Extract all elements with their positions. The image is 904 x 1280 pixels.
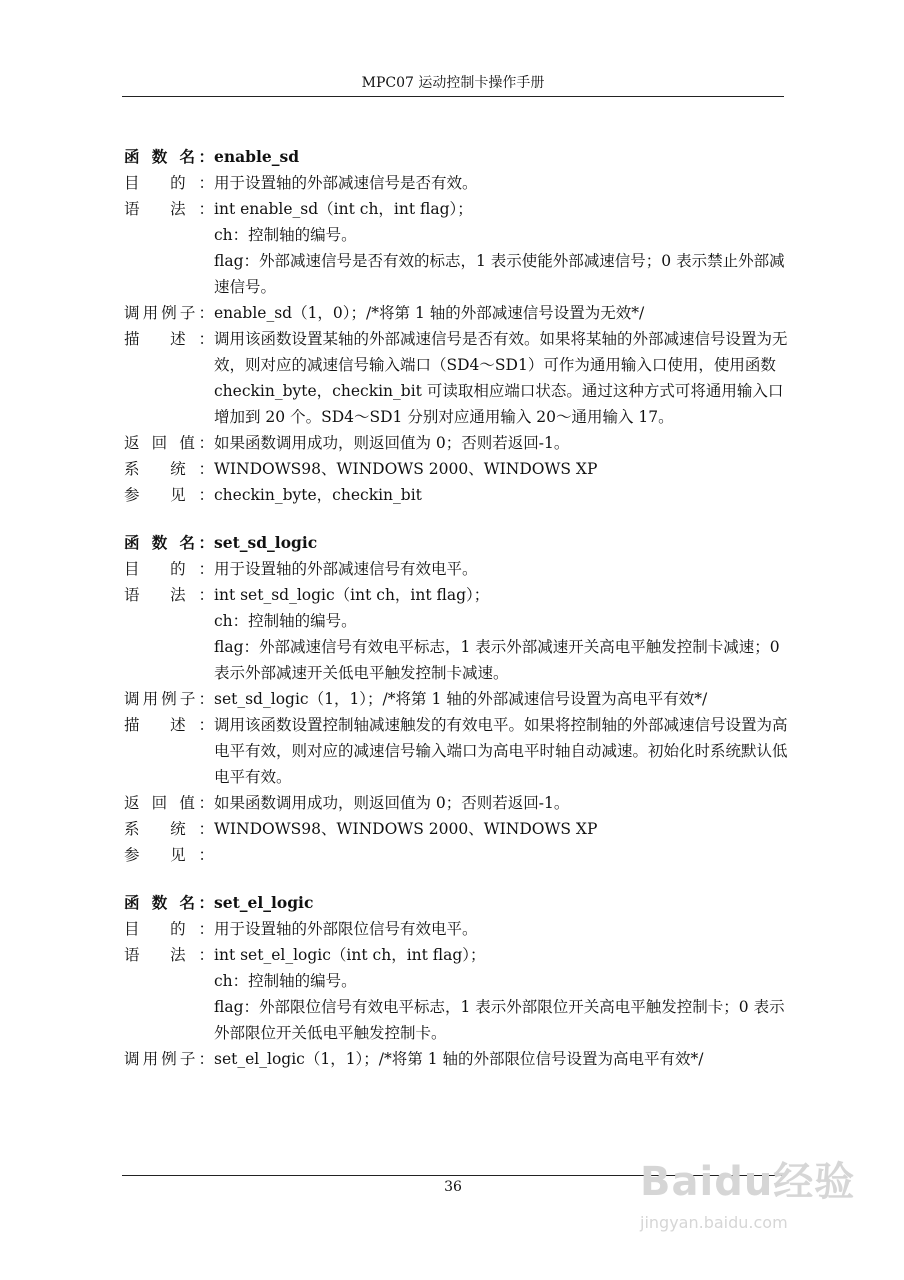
syntax-label: 语 法： bbox=[124, 946, 214, 964]
example-label: 调用例子： bbox=[124, 1050, 214, 1068]
example-text: set_sd_logic（1，1）；/*将第 1 轴的外部减速信号设置为高电平有效*/ bbox=[214, 690, 708, 708]
description-label: 描 述： bbox=[124, 716, 214, 734]
purpose-label: 目 的： bbox=[124, 920, 214, 938]
syntax-label: 语 法： bbox=[124, 586, 214, 604]
param-flag: flag：外部减速信号有效电平标志，1 表示外部减速开关高电平触发控制卡减速；0 表示外部减速开关低电平触发控制卡减速。 bbox=[214, 638, 780, 682]
function-name-label: 函 数 名： bbox=[124, 533, 214, 552]
syntax-text: int enable_sd（int ch，int flag）； bbox=[214, 200, 473, 218]
example-label: 调用例子： bbox=[124, 690, 214, 708]
description-row bbox=[124, 712, 788, 790]
see-also-row bbox=[124, 842, 788, 868]
see-also-row bbox=[124, 482, 788, 508]
function-name: set_el_logic bbox=[214, 893, 314, 912]
function-entry-set-el-logic bbox=[124, 890, 788, 1072]
function-name: set_sd_logic bbox=[214, 533, 318, 552]
purpose-label: 目 的： bbox=[124, 174, 214, 192]
function-name-label: 函 数 名： bbox=[124, 893, 214, 912]
description-text: 调用该函数设置某轴的外部减速信号是否有效。如果将某轴的外部减速信号设置为无效，则对应的减速信号输入端口（SD4～SD1）可作为通用输入口使用，使用函数 checkin_byte，checkin_bit 可读取相应端口状态。通过这种方式可将通用输入口增加到 20 个。SD4～SD1 分别对应通用输入 20～通用输入 17。 bbox=[214, 330, 788, 426]
function-name-row bbox=[124, 144, 788, 170]
return-text: 如果函数调用成功，则返回值为 0；否则若返回-1。 bbox=[214, 434, 570, 452]
purpose-text: 用于设置轴的外部减速信号是否有效。 bbox=[214, 174, 478, 192]
syntax-text: int set_el_logic（int ch，int flag）； bbox=[214, 946, 486, 964]
function-entry-enable-sd bbox=[124, 144, 788, 508]
syntax-label: 语 法： bbox=[124, 200, 214, 218]
see-also-text: checkin_byte，checkin_bit bbox=[214, 486, 422, 504]
see-also-text bbox=[214, 842, 788, 868]
param-ch: ch：控制轴的编号。 bbox=[214, 226, 357, 244]
purpose-row bbox=[124, 170, 788, 196]
purpose-label: 目 的： bbox=[124, 560, 214, 578]
system-label: 系 统： bbox=[124, 820, 214, 838]
purpose-text: 用于设置轴的外部限位信号有效电平。 bbox=[214, 920, 478, 938]
return-row bbox=[124, 430, 788, 456]
header-divider bbox=[122, 96, 784, 97]
example-row bbox=[124, 1046, 788, 1072]
system-row bbox=[124, 816, 788, 842]
example-label: 调用例子： bbox=[124, 304, 214, 322]
param-flag: flag：外部限位信号有效电平标志，1 表示外部限位开关高电平触发控制卡；0 表示外部限位开关低电平触发控制卡。 bbox=[214, 998, 785, 1042]
system-text: WINDOWS98、WINDOWS 2000、WINDOWS XP bbox=[214, 460, 598, 478]
function-name: enable_sd bbox=[214, 147, 300, 166]
system-row bbox=[124, 456, 788, 482]
description-text: 调用该函数设置控制轴减速触发的有效电平。如果将控制轴的外部减速信号设置为高电平有效，则对应的减速信号输入端口为高电平时轴自动减速。初始化时系统默认低电平有效。 bbox=[214, 716, 788, 786]
baidu-watermark-url: jingyan.baidu.com bbox=[640, 1213, 788, 1232]
return-row bbox=[124, 790, 788, 816]
page-header-title: MPC07 运动控制卡操作手册 bbox=[361, 75, 545, 91]
return-text: 如果函数调用成功，则返回值为 0；否则若返回-1。 bbox=[214, 794, 570, 812]
syntax-row bbox=[124, 942, 788, 968]
example-row bbox=[124, 686, 788, 712]
function-entry-set-sd-logic bbox=[124, 530, 788, 868]
return-label: 返 回 值： bbox=[124, 794, 214, 812]
example-text: enable_sd（1，0）；/*将第 1 轴的外部减速信号设置为无效*/ bbox=[214, 304, 645, 322]
function-name-label: 函 数 名： bbox=[124, 147, 214, 166]
description-label: 描 述： bbox=[124, 330, 214, 348]
example-text: set_el_logic（1，1）；/*将第 1 轴的外部限位信号设置为高电平有效*/ bbox=[214, 1050, 704, 1068]
system-text: WINDOWS98、WINDOWS 2000、WINDOWS XP bbox=[214, 820, 598, 838]
system-label: 系 统： bbox=[124, 460, 214, 478]
page-content bbox=[124, 144, 788, 1094]
syntax-row bbox=[124, 582, 788, 608]
param-ch: ch：控制轴的编号。 bbox=[214, 612, 357, 630]
see-also-label: 参 见： bbox=[124, 846, 214, 864]
page-number: 36 bbox=[444, 1179, 462, 1195]
purpose-row bbox=[124, 916, 788, 942]
purpose-row bbox=[124, 556, 788, 582]
syntax-text: int set_sd_logic（int ch，int flag）； bbox=[214, 586, 490, 604]
param-flag: flag：外部减速信号是否有效的标志，1 表示使能外部减速信号；0 表示禁止外部减速信号。 bbox=[214, 252, 785, 296]
see-also-label: 参 见： bbox=[124, 486, 214, 504]
function-name-row bbox=[124, 890, 788, 916]
return-label: 返 回 值： bbox=[124, 434, 214, 452]
syntax-row bbox=[124, 196, 788, 222]
param-ch: ch：控制轴的编号。 bbox=[214, 972, 357, 990]
function-name-row bbox=[124, 530, 788, 556]
description-row bbox=[124, 326, 788, 430]
baidu-watermark-logo: Baidu经验 bbox=[640, 1159, 856, 1205]
example-row bbox=[124, 300, 788, 326]
purpose-text: 用于设置轴的外部减速信号有效电平。 bbox=[214, 560, 478, 578]
baidu-watermark bbox=[640, 1150, 880, 1260]
